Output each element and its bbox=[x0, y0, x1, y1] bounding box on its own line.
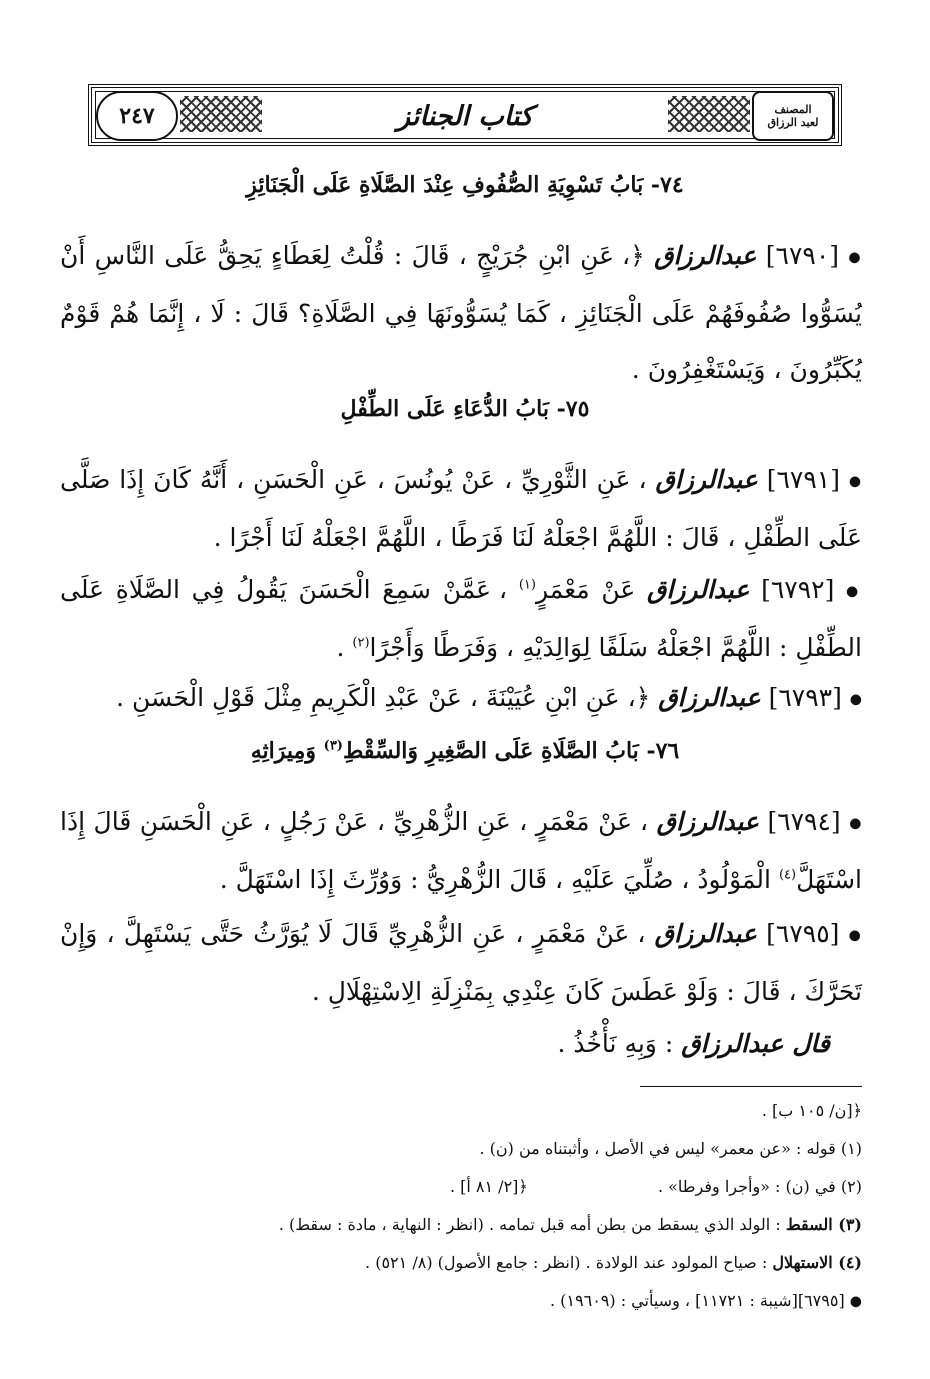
footnote-3-text: : الولد الذي يسقط من بطن أمه قبل تمامه . (انظر : النهاية ، مادة : سقط) . bbox=[278, 1215, 781, 1234]
bullet-icon: ● bbox=[849, 1293, 862, 1310]
closing-author: قال عبدالرزاق bbox=[681, 1029, 830, 1058]
hadith-number: [٦٧٩٠] bbox=[765, 241, 840, 270]
footnote-2: (٢) في (ن) : «وأجرا وفرطا» . bbox=[657, 1177, 862, 1196]
footnote-manuscript-1: ﴿[ن/ ١٠٥ ب] . bbox=[761, 1101, 862, 1120]
reference-number: [٦٧٩٥] bbox=[797, 1291, 845, 1310]
header-ornament-left bbox=[180, 96, 262, 132]
footnote-3 bbox=[60, 1214, 862, 1236]
hadith-text-part-c: . bbox=[336, 632, 345, 662]
hadith-6791 bbox=[60, 452, 862, 566]
section-title-76-tail: وَمِيرَاثِهِ bbox=[250, 738, 316, 764]
hadith-6795 bbox=[60, 906, 862, 1020]
bullet-icon: ● bbox=[848, 249, 862, 266]
hadith-text: ، عَنْ مَعْمَرٍ ، عَنِ الزُّهْرِيِّ قَالَ لَا يُوَرَّثُ حَتَّى يَسْتَهِلَّ ، وَإِنْ تَحَرَّكَ ، قَالَ : وَلَوْ عَطَسَ كَانَ عِنْدِي بِمَنْزِلَةِ الِاسْتِهْلَالِ . bbox=[60, 919, 862, 1006]
bullet-icon: ● bbox=[848, 927, 862, 944]
section-title-75: ٧٥- بَابُ الدُّعَاءِ عَلَى الطِّفْلِ bbox=[340, 396, 590, 422]
hadith-number: [٦٧٩٥] bbox=[766, 919, 840, 948]
chapter-running-title: كتاب الجنائز bbox=[397, 100, 533, 132]
footnote-separator bbox=[640, 1086, 862, 1087]
author-name: عبدالرزاق bbox=[647, 575, 750, 604]
hadith-number: [٦٧٩١] bbox=[766, 465, 840, 494]
hadith-text-part-b: ، عَمَّنْ سَمِعَ الْحَسَنَ يَقُولُ فِي الصَّلَاةِ عَلَى الطِّفْلِ : اللَّهُمَّ اجْعَلْهُ سَلَفًا لِوَالِدَيْهِ ، وَفَرَطًا وَأَجْرًا bbox=[60, 575, 862, 662]
closing-text: : وَبِهِ نَأْخُذُ . bbox=[557, 1029, 674, 1058]
reference-text: [شيبة : ١١٧٢١] ، وسيأتي : (١٩٦٠٩) . bbox=[549, 1291, 798, 1310]
section-title-74: ٧٤- بَابُ تَسْوِيَةِ الصُّفُوفِ عِنْدَ الصَّلَاةِ عَلَى الْجَنَائِزِ bbox=[246, 172, 684, 198]
footnote-ref-3: (٣) bbox=[323, 738, 343, 754]
hadith-text: ﴿، عَنِ ابْنِ عُيَيْنَةَ ، عَنْ عَبْدِ الْكَرِيمِ مِثْلَ قَوْلِ الْحَسَنِ . bbox=[116, 683, 651, 712]
footnote-4-term: (٤) الاستهلال bbox=[772, 1253, 862, 1272]
footnote-ref-2: (٢) bbox=[352, 635, 370, 651]
hadith-6793 bbox=[60, 670, 862, 728]
hadith-text: ، عَنِ الثَّوْرِيِّ ، عَنْ يُونُسَ ، عَنِ الْحَسَنِ ، أَنَّهُ كَانَ إِذَا صَلَّى عَلَى الطِّفْلِ ، قَالَ : اللَّهُمَّ اجْعَلْهُ لَنَا فَرَطًا ، اللَّهُمَّ اجْعَلْهُ لَنَا أَجْرًا . bbox=[60, 465, 862, 552]
footnote-ref-1: (١) bbox=[518, 577, 536, 593]
hadith-number: [٦٧٩٣] bbox=[768, 683, 842, 712]
section-title-76 bbox=[80, 738, 850, 764]
bullet-icon: ● bbox=[846, 583, 862, 600]
footnote-1: (١) قوله : «عن معمر» ليس في الأصل ، وأثبتناه من (ن) . bbox=[479, 1139, 862, 1158]
bullet-icon: ● bbox=[848, 473, 863, 490]
author-name: عبدالرزاق bbox=[654, 919, 757, 948]
hadith-number: [٦٧٩٤] bbox=[767, 807, 841, 836]
author-name: عبدالرزاق bbox=[656, 807, 759, 836]
hadith-text-part-a: عَنْ مَعْمَرٍ bbox=[535, 575, 636, 604]
hadith-6790 bbox=[60, 228, 862, 398]
author-name: عبدالرزاق bbox=[654, 241, 757, 270]
footnote-4-text: : صياح المولود عند الولادة . (انظر : جامع الأصول) (٨/ ٥٢١) . bbox=[365, 1253, 768, 1272]
hadith-text-part-a: ، عَنْ مَعْمَرٍ ، عَنِ الزُّهْرِيِّ ، عَنْ رَجُلٍ ، عَنِ الْحَسَنِ قَالَ إِذَا اسْتَهَلَّ bbox=[60, 807, 862, 894]
hadith-text-part-b: الْمَوْلُودُ ، صُلِّيَ عَلَيْهِ ، قَالَ الزُّهْرِيُّ : وَوُرِّثَ إِذَا اسْتَهَلَّ . bbox=[219, 864, 771, 894]
logo-line-2: لعبد الرزاق bbox=[767, 116, 819, 129]
footnote-3-term: (٣) السقط bbox=[785, 1215, 862, 1234]
hadith-6792 bbox=[60, 562, 862, 676]
author-name: عبدالرزاق bbox=[655, 465, 758, 494]
header-ornament-right bbox=[668, 96, 750, 132]
hadith-text: ﴿، عَنِ ابْنِ جُرَيْجٍ ، قَالَ : قُلْتُ لِعَطَاءٍ يَحِقُّ عَلَى النَّاسِ أَنْ يُسَوُّوا صُفُوفَهُمْ عَلَى الْجَنَائِزِ ، كَمَا يُسَوُّونَهَا فِي الصَّلَاةِ؟ قَالَ : لَا ، إِنَّمَا هُمْ قَوْمٌ يُكَبِّرُونَ ، وَيَسْتَغْفِرُونَ . bbox=[60, 241, 862, 384]
footnote-4 bbox=[60, 1252, 862, 1274]
author-name: عبدالرزاق bbox=[658, 683, 761, 712]
footnote-2-line bbox=[60, 1176, 862, 1198]
hadith-6794 bbox=[60, 794, 862, 908]
footnote-ref-4: (٤) bbox=[778, 867, 797, 883]
bullet-icon: ● bbox=[849, 691, 862, 708]
section-title-76-text: ٧٦- بَابُ الصَّلَاةِ عَلَى الصَّغِيرِ وَالسِّقْطِ bbox=[342, 738, 680, 764]
logo-line-1: المصنف bbox=[774, 103, 812, 116]
footnote-manuscript-2: ﴿[٢/ ٨١ أ] . bbox=[449, 1177, 528, 1196]
page-header bbox=[88, 84, 842, 146]
footnote-reference bbox=[60, 1290, 862, 1313]
closing-statement bbox=[60, 1016, 830, 1072]
page-number: ٢٤٧ bbox=[96, 91, 178, 141]
bullet-icon: ● bbox=[849, 815, 862, 832]
hadith-number: [٦٧٩٢] bbox=[761, 575, 835, 604]
book-logo bbox=[752, 91, 834, 141]
